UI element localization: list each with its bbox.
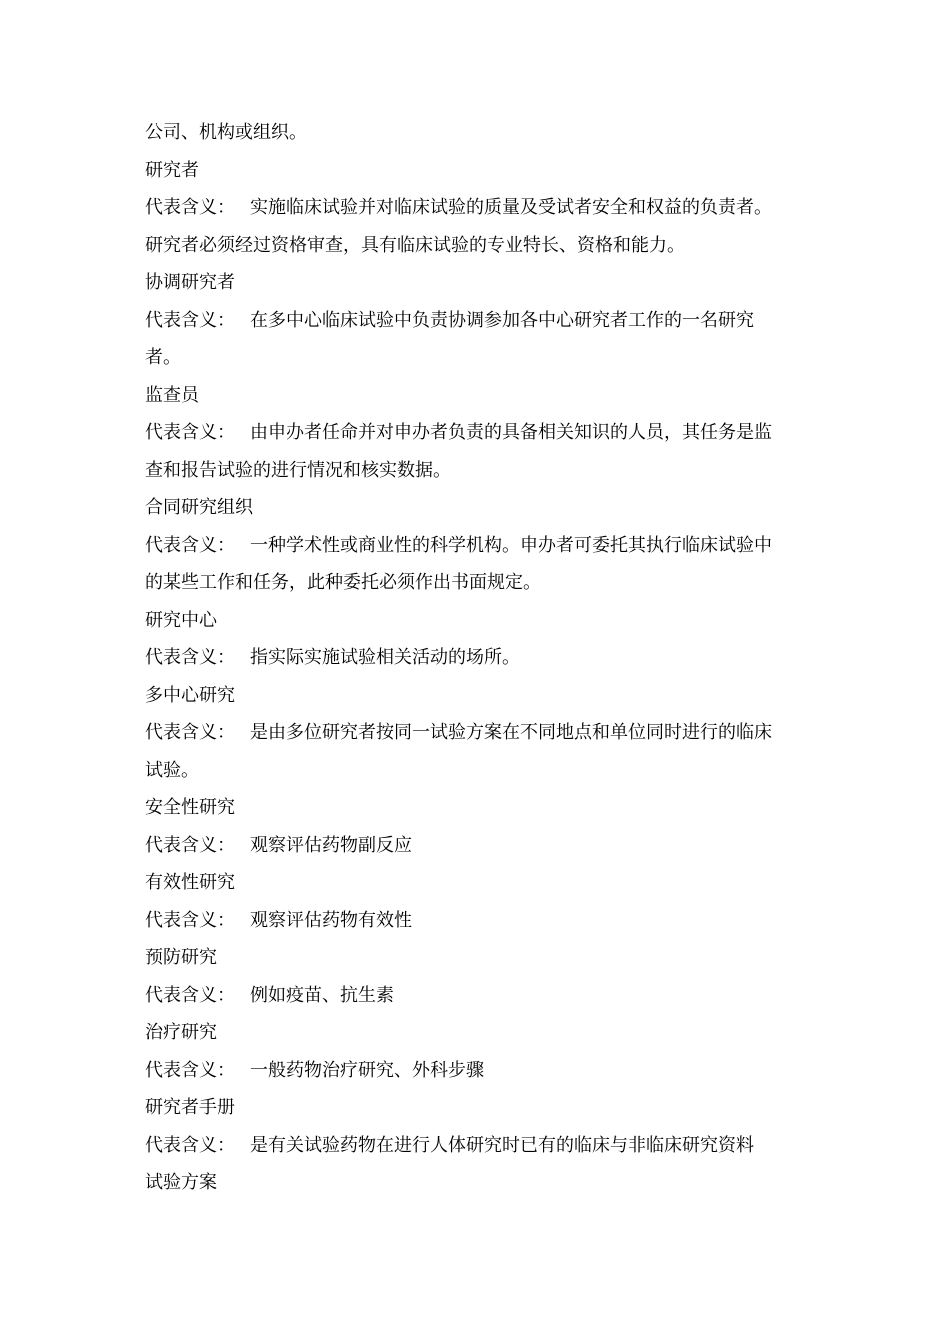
- definition-continuation: 研究者必须经过资格审查，具有临床试验的专业特长、资格和能力。: [145, 234, 685, 256]
- term-heading: 研究者手册: [145, 1097, 235, 1118]
- definition-continuation: 查和报告试验的进行情况和核实数据。: [145, 459, 451, 481]
- definition-label: 代表含义：: [145, 1134, 235, 1156]
- term-heading: 监查员: [145, 384, 199, 406]
- document-page: [145, 114, 815, 1202]
- definition-label: 代表含义：: [145, 534, 235, 556]
- term-heading: 试验方案: [145, 1172, 217, 1193]
- term-heading: 安全性研究: [145, 797, 235, 818]
- definition-continuation: 者。: [145, 347, 181, 368]
- definition-label: 代表含义：: [145, 309, 235, 331]
- definition-label: 代表含义：: [145, 834, 235, 856]
- definition-text: 观察评估药物副反应: [250, 834, 412, 856]
- definition-text: 是有关试验药物在进行人体研究时已有的临床与非临床研究资料: [250, 1134, 754, 1156]
- term-heading: 协调研究者: [145, 272, 235, 293]
- definition-text: 在多中心临床试验中负责协调参加各中心研究者工作的一名研究: [250, 309, 754, 331]
- definition-line: [145, 189, 815, 227]
- definition-line: [145, 1052, 815, 1090]
- definition-line: [145, 977, 815, 1015]
- definition-line: [145, 414, 815, 452]
- definition-continuation: 的某些工作和任务，此种委托必须作出书面规定。: [145, 572, 541, 593]
- definition-label: 代表含义：: [145, 197, 235, 218]
- definition-text: 一般药物治疗研究、外科步骤: [250, 1059, 484, 1081]
- definition-text: 是由多位研究者按同一试验方案在不同地点和单位同时进行的临床: [250, 722, 772, 743]
- term-heading: 研究中心: [145, 609, 217, 631]
- term-heading: 治疗研究: [145, 1022, 217, 1043]
- definition-label: 代表含义：: [145, 1059, 235, 1081]
- definition-label: 代表含义：: [145, 647, 235, 668]
- term-heading: 合同研究组织: [145, 497, 253, 518]
- definition-label: 代表含义：: [145, 909, 235, 931]
- definition-line: [145, 902, 815, 940]
- definition-line: [145, 639, 815, 677]
- definition-label: 代表含义：: [145, 422, 235, 443]
- definition-line: [145, 827, 815, 865]
- term-heading: 多中心研究: [145, 684, 235, 706]
- definition-text: 一种学术性或商业性的科学机构。申办者可委托其执行临床试验中: [250, 534, 772, 556]
- definition-text: 观察评估药物有效性: [250, 909, 412, 931]
- intro-line: 公司、机构或组织。: [145, 122, 307, 143]
- definition-text: 由申办者任命并对申办者负责的具备相关知识的人员，其任务是监: [250, 422, 772, 443]
- term-heading: 研究者: [145, 159, 199, 181]
- definition-line: [145, 714, 815, 752]
- definition-line: [145, 302, 815, 340]
- definition-line: [145, 527, 815, 565]
- definition-text: 指实际实施试验相关活动的场所。: [250, 647, 520, 668]
- definition-label: 代表含义：: [145, 722, 235, 743]
- definition-line: [145, 1127, 815, 1165]
- term-heading: 有效性研究: [145, 872, 235, 893]
- definition-text: 例如疫苗、抗生素: [250, 984, 394, 1006]
- definition-text: 实施临床试验并对临床试验的质量及受试者安全和权益的负责者。: [250, 197, 772, 218]
- term-heading: 预防研究: [145, 947, 217, 968]
- definition-continuation: 试验。: [145, 759, 199, 781]
- definition-label: 代表含义：: [145, 984, 235, 1006]
